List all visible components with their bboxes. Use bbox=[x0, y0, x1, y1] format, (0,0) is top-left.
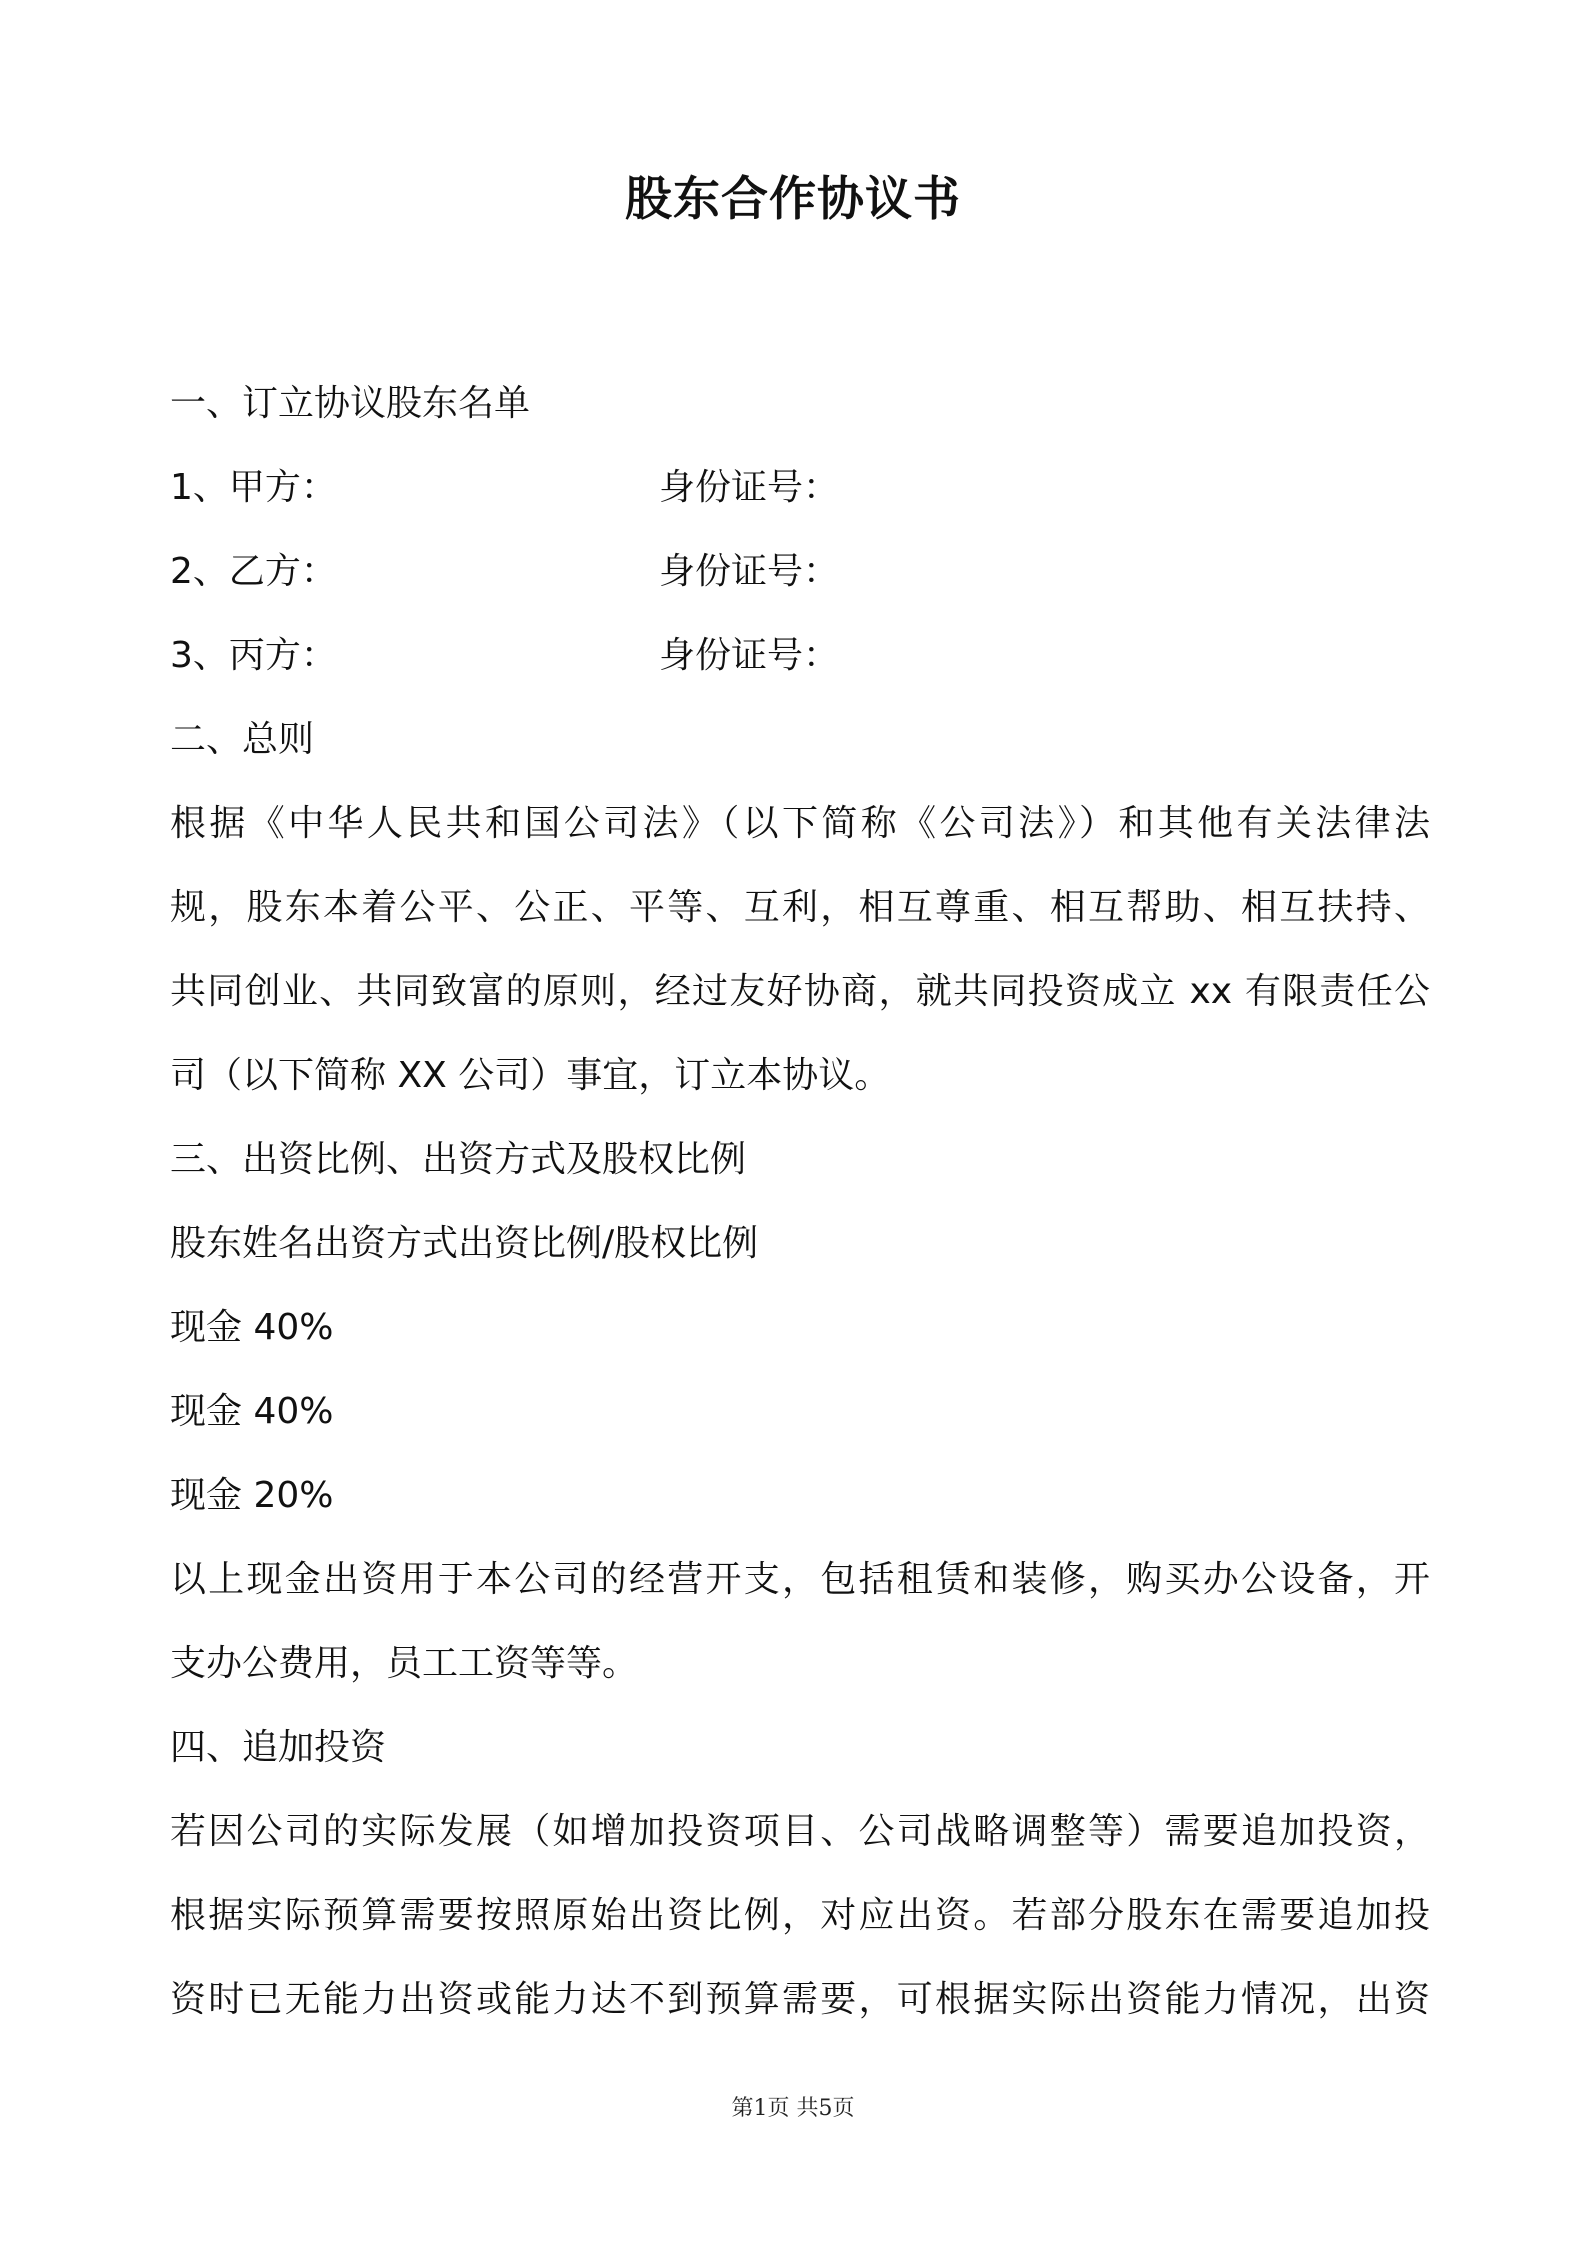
section-heading: 一、订立协议股东名单 bbox=[170, 383, 531, 424]
id-number-label: 身份证号： bbox=[659, 635, 840, 676]
party-label: 1、甲方： bbox=[170, 467, 337, 508]
party-row bbox=[170, 530, 1430, 614]
contribution-row: 现金 40% bbox=[170, 1307, 334, 1348]
paragraph-line: 若因公司的实际发展（如增加投资项目、公司战略调整等）需要追加投资， bbox=[170, 1811, 1430, 1852]
section-heading: 二、总则 bbox=[170, 719, 315, 760]
paragraph-line: 规，股东本着公平、公正、平等、互利，相互尊重、相互帮助、相互扶持、 bbox=[170, 887, 1430, 928]
paragraph-line: 以上现金出资用于本公司的经营开支，包括租赁和装修，购买办公设备，开 bbox=[170, 1559, 1430, 1600]
section-heading: 四、追加投资 bbox=[170, 1727, 387, 1768]
contribution-row: 现金 20% bbox=[170, 1475, 334, 1516]
paragraph-line: 根据实际预算需要按照原始出资比例，对应出资。若部分股东在需要追加投 bbox=[170, 1895, 1430, 1936]
document-title: 股东合作协议书 bbox=[625, 172, 961, 227]
party-label: 2、乙方： bbox=[170, 551, 337, 592]
paragraph-line: 共同创业、共同致富的原则，经过友好协商，就共同投资成立 xx 有限责任公 bbox=[170, 971, 1430, 1012]
id-number-label: 身份证号： bbox=[659, 551, 840, 592]
id-number-label: 身份证号： bbox=[659, 467, 840, 508]
party-row bbox=[170, 446, 1430, 530]
paragraph-line: 司（以下简称 XX 公司）事宜，订立本协议。 bbox=[170, 1055, 891, 1096]
party-label: 3、丙方： bbox=[170, 635, 337, 676]
party-row bbox=[170, 614, 1430, 698]
page-number-footer: 第1页 共5页 bbox=[731, 2096, 855, 2121]
section-heading: 三、出资比例、出资方式及股权比例 bbox=[170, 1139, 747, 1180]
table-header-line: 股东姓名出资方式出资比例/股权比例 bbox=[170, 1223, 759, 1264]
paragraph-line: 资时已无能力出资或能力达不到预算需要，可根据实际出资能力情况，出资 bbox=[170, 1979, 1430, 2020]
contribution-row: 现金 40% bbox=[170, 1391, 334, 1432]
paragraph-line: 根据《中华人民共和国公司法》（以下简称《公司法》）和其他有关法律法 bbox=[170, 803, 1430, 844]
document-body bbox=[170, 362, 1430, 2042]
paragraph-line: 支办公费用，员工工资等等。 bbox=[170, 1643, 639, 1684]
